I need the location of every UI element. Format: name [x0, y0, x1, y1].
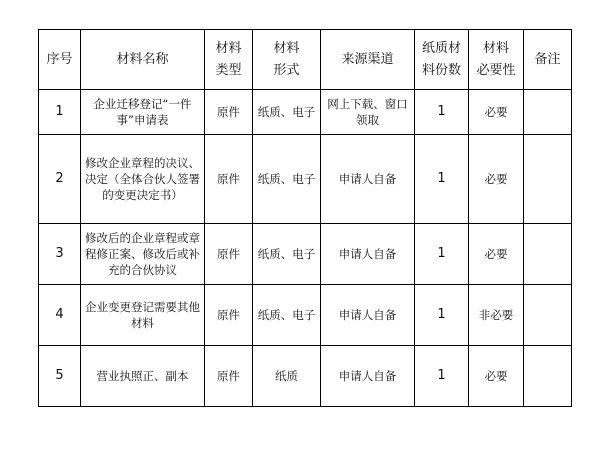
cell-name: 修改企业章程的决议、决定（全体合伙人签署的变更决定书） [81, 135, 205, 224]
cell-note [524, 135, 572, 224]
cell-index: 4 [39, 285, 81, 346]
cell-index: 3 [39, 224, 81, 285]
cell-index: 5 [39, 346, 81, 407]
cell-form: 纸质、电子 [253, 90, 321, 135]
cell-index: 2 [39, 135, 81, 224]
materials-sheet [38, 29, 572, 407]
header-name: 材料名称 [81, 30, 205, 90]
cell-form: 纸质、电子 [253, 135, 321, 224]
cell-copies: 1 [415, 346, 469, 407]
cell-source: 申请人自备 [321, 135, 415, 224]
header-copies: 纸质材 料份数 [415, 30, 469, 90]
table-row [39, 135, 572, 224]
cell-copies: 1 [415, 224, 469, 285]
cell-source: 网上下载、窗口领取 [321, 90, 415, 135]
header-form: 材料 形式 [253, 30, 321, 90]
cell-source: 申请人自备 [321, 224, 415, 285]
cell-type: 原件 [205, 90, 253, 135]
cell-index: 1 [39, 90, 81, 135]
materials-table [38, 29, 572, 407]
cell-name: 企业迁移登记“一件事”申请表 [81, 90, 205, 135]
cell-note [524, 285, 572, 346]
header-index: 序号 [39, 30, 81, 90]
header-note: 备注 [524, 30, 572, 90]
cell-note [524, 224, 572, 285]
cell-required: 非必要 [469, 285, 524, 346]
cell-type: 原件 [205, 135, 253, 224]
cell-type: 原件 [205, 224, 253, 285]
cell-type: 原件 [205, 285, 253, 346]
cell-name: 修改后的企业章程或章程修正案、修改后或补充的合伙协议 [81, 224, 205, 285]
table-row [39, 285, 572, 346]
cell-copies: 1 [415, 90, 469, 135]
cell-required: 必要 [469, 346, 524, 407]
cell-form: 纸质、电子 [253, 285, 321, 346]
cell-name: 营业执照正、副本 [81, 346, 205, 407]
cell-source: 申请人自备 [321, 285, 415, 346]
header-source: 来源渠道 [321, 30, 415, 90]
cell-note [524, 346, 572, 407]
cell-name: 企业变更登记需要其他材料 [81, 285, 205, 346]
cell-required: 必要 [469, 90, 524, 135]
table-row [39, 224, 572, 285]
table-row [39, 346, 572, 407]
cell-required: 必要 [469, 135, 524, 224]
cell-copies: 1 [415, 135, 469, 224]
cell-form: 纸质 [253, 346, 321, 407]
header-type: 材料 类型 [205, 30, 253, 90]
table-row [39, 90, 572, 135]
cell-source: 申请人自备 [321, 346, 415, 407]
cell-note [524, 90, 572, 135]
header-required: 材料 必要性 [469, 30, 524, 90]
header-row [39, 30, 572, 90]
cell-form: 纸质、电子 [253, 224, 321, 285]
cell-type: 原件 [205, 346, 253, 407]
cell-required: 必要 [469, 224, 524, 285]
cell-copies: 1 [415, 285, 469, 346]
